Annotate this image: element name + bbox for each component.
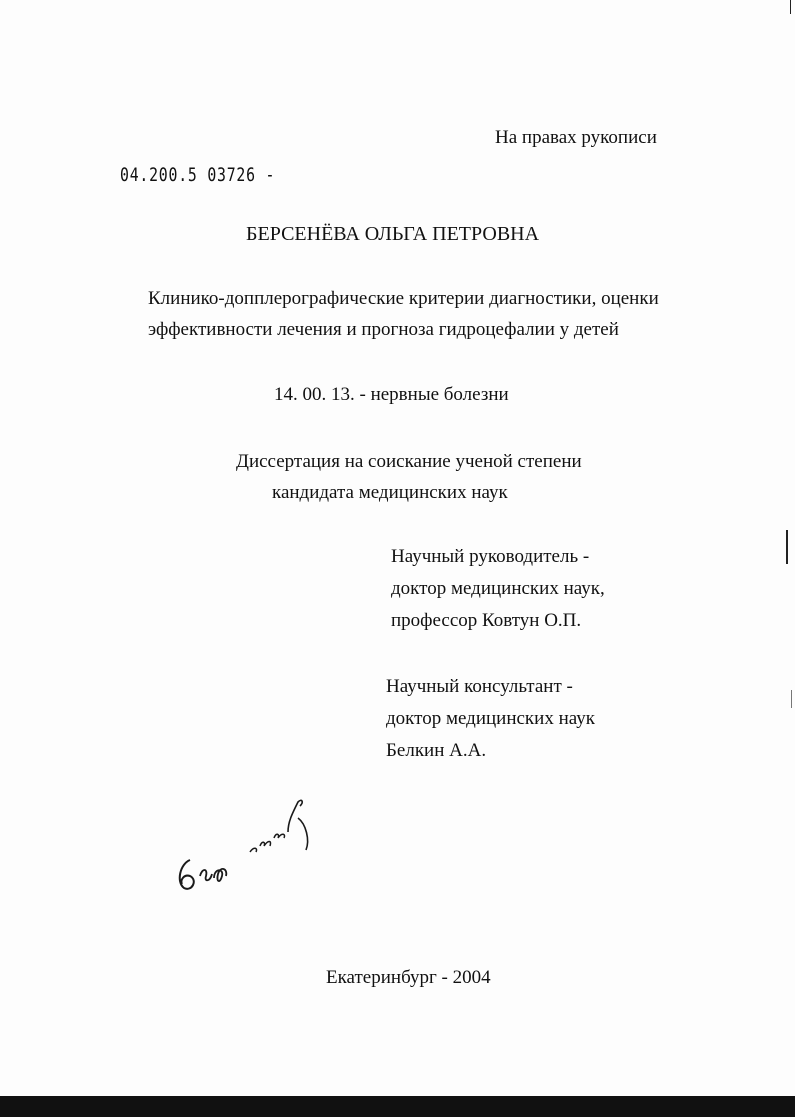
handwritten-note-text: 6 л — [170, 792, 172, 793]
consultant-role: Научный консультант - — [386, 676, 573, 697]
scan-edge-mark-lower — [791, 690, 792, 708]
specialty-code: 14. 00. 13. - нервные болезни — [274, 384, 509, 405]
scan-edge-mark-top — [790, 0, 791, 14]
degree-line-1: Диссертация на соискание ученой степени — [236, 451, 582, 472]
author-name: БЕРСЕНЁВА ОЛЬГА ПЕТРОВНА — [246, 223, 540, 245]
supervisor-name: профессор Ковтун О.П. — [391, 610, 582, 631]
rights-note: На правах рукописи — [495, 127, 657, 148]
supervisor-degree: доктор медицинских наук, — [391, 578, 605, 599]
city-year: Екатеринбург - 2004 — [326, 967, 491, 988]
title-line-2: эффективности лечения и прогноза гидроцефалии у детей — [148, 319, 619, 340]
consultant-name: Белкин А.А. — [386, 740, 487, 761]
scan-edge-mark — [786, 530, 788, 564]
handwritten-sheet-count — [170, 792, 320, 902]
consultant-degree: доктор медицинских наук — [386, 708, 595, 729]
registry-number: 04.200.5 03726 - — [120, 164, 276, 186]
degree-line-2: кандидата медицинских наук — [272, 482, 508, 503]
scan-bottom-border — [0, 1096, 795, 1117]
title-line-1: Клинико-допплерографические критерии диагностики, оценки — [148, 288, 659, 309]
supervisor-role: Научный руководитель - — [391, 546, 590, 567]
